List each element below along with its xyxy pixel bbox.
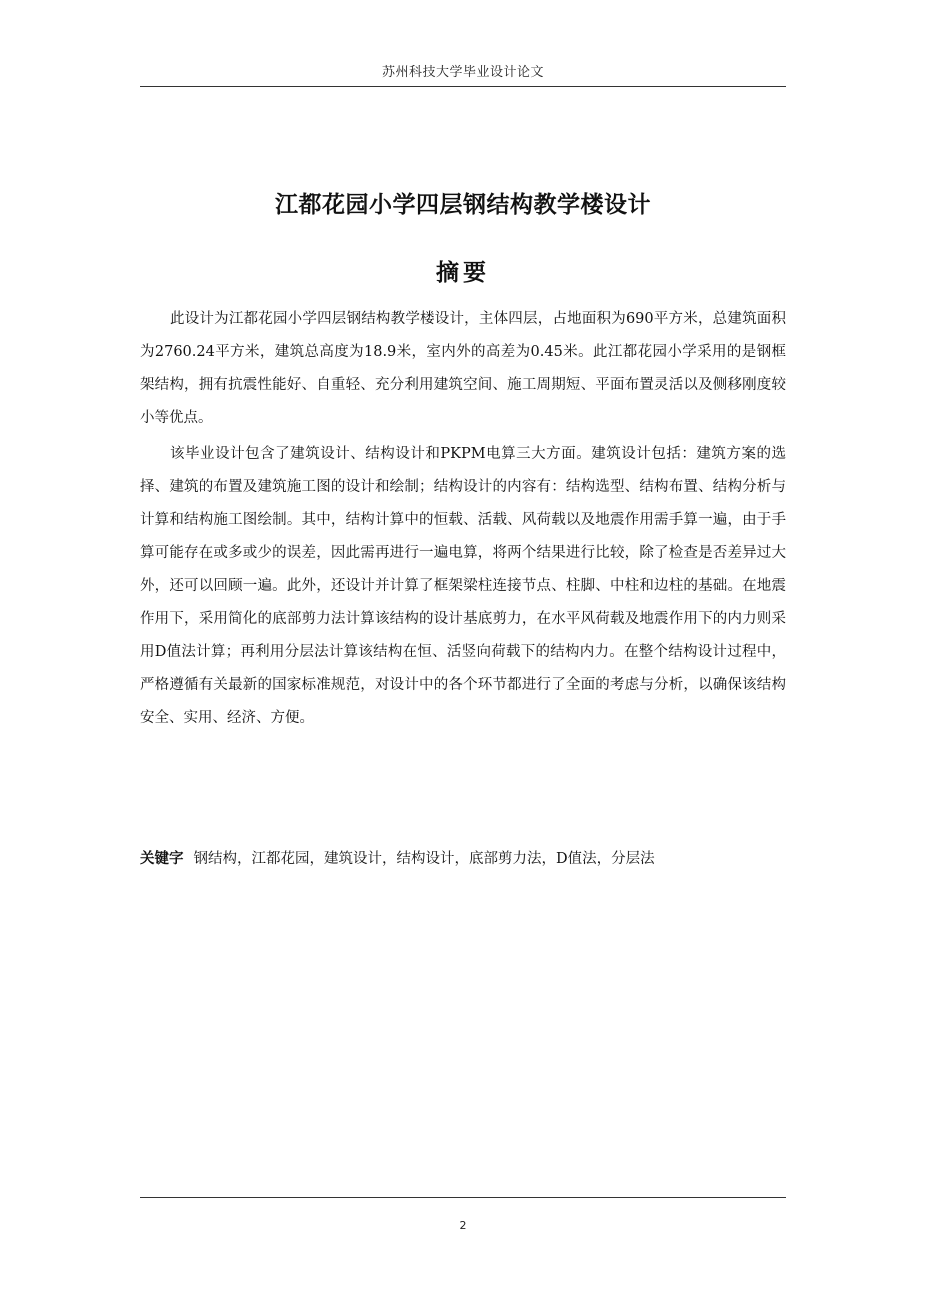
header-divider xyxy=(140,86,786,87)
abstract-heading: 摘要 xyxy=(436,260,490,286)
footer-divider xyxy=(140,1197,786,1198)
abstract-paragraph-1: 此设计为江都花园小学四层钢结构教学楼设计，主体四层，占地面积为690平方米，总建筑面积为2760.24平方米，建筑总高度为18.9米，室内外的高差为0.45米。此江都花园小学采用的是钢框架结构，拥有抗震性能好、自重轻、充分利用建筑空间、施工周期短、平面布置灵活以及侧移刚度较小等优点。 xyxy=(140,311,786,426)
running-header: 苏州科技大学毕业设计论文 xyxy=(381,65,544,80)
keywords-text: 钢结构，江都花园，建筑设计，结构设计，底部剪力法，D值法，分层法 xyxy=(193,851,655,867)
abstract-body xyxy=(140,303,786,738)
keywords-line xyxy=(140,846,786,872)
keywords-label: 关键字 xyxy=(140,851,184,867)
abstract-paragraph-2: 该毕业设计包含了建筑设计、结构设计和PKPM电算三大方面。建筑设计包括：建筑方案的选择、建筑的布置及建筑施工图的设计和绘制；结构设计的内容有：结构选型、结构布置、结构分析与计算和结构施工图绘制。其中，结构计算中的恒载、活载、风荷载以及地震作用需手算一遍，由于手算可能存在或多或少的误差，因此需再进行一遍电算，将两个结果进行比较，除了检查是否差异过大外，还可以回顾一遍。此外，还设计并计算了框架梁柱连接节点、柱脚、中柱和边柱的基础。在地震作用下，采用简化的底部剪力法计算该结构的设计基底剪力，在水平风荷载及地震作用下的内力则采用D值法计算；再利用分层法计算该结构在恒、活竖向荷载下的结构内力。在整个结构设计过程中，严格遵循有关最新的国家标准规范，对设计中的各个环节都进行了全面的考虑与分析，以确保该结构安全、实用、经济、方便。 xyxy=(140,446,786,726)
document-title: 江都花园小学四层钢结构教学楼设计 xyxy=(275,192,651,218)
page-number: 2 xyxy=(459,1219,467,1232)
